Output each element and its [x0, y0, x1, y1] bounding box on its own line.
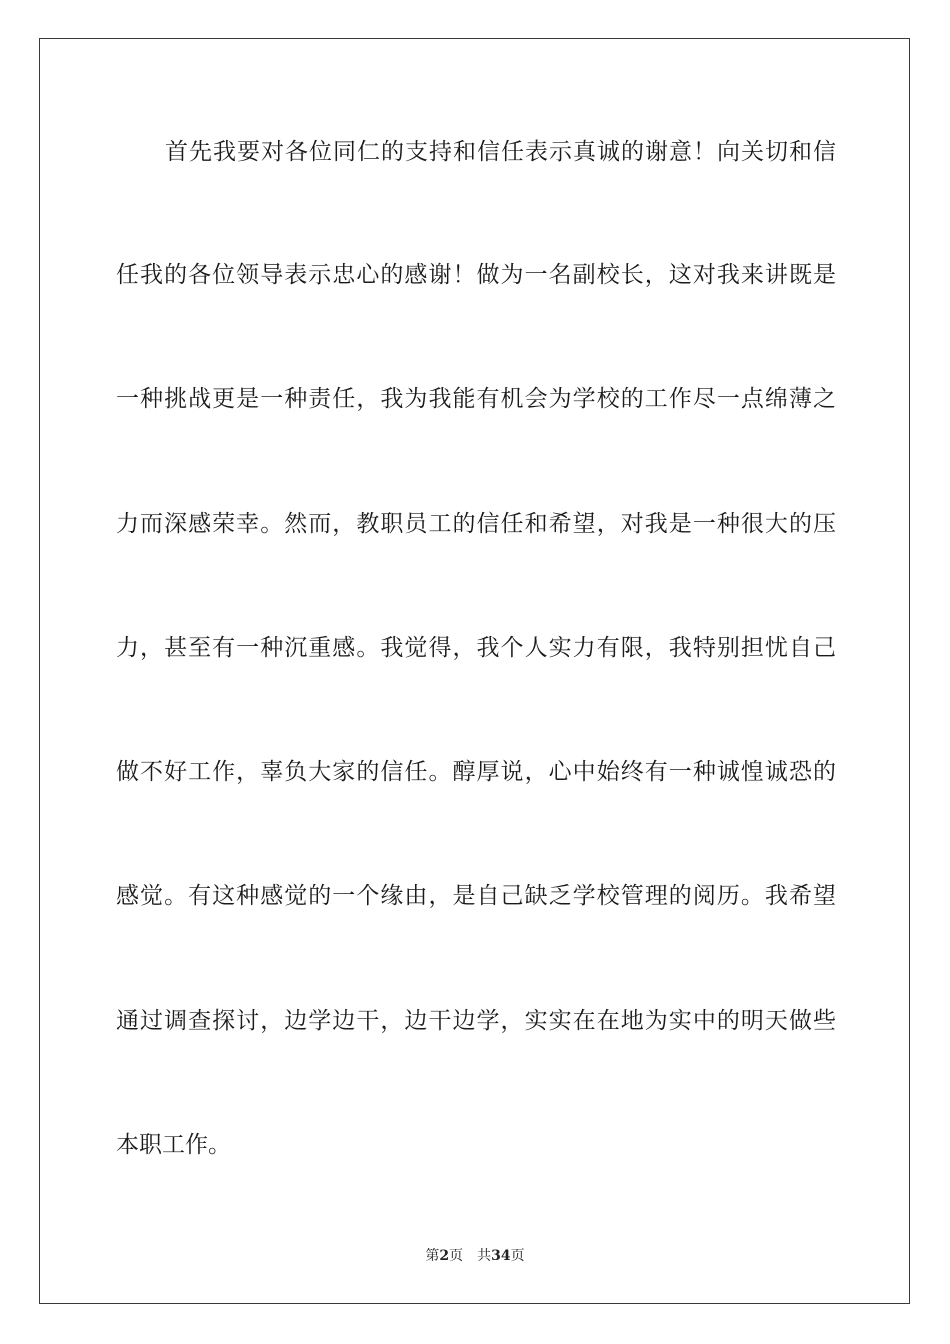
paragraph-line: 一种挑战更是一种责任，我为我能有机会为学校的工作尽一点绵薄之	[116, 386, 836, 412]
paragraph-line: 感觉。有这种感觉的一个缘由，是自己缺乏学校管理的阅历。我希望	[116, 883, 836, 909]
page-label-suffix: 页	[449, 1248, 464, 1264]
paragraph-line: 本职工作。	[116, 1132, 231, 1158]
paragraph-line: 首先我要对各位同仁的支持和信任表示真诚的谢意！向关切和信	[165, 139, 836, 165]
page-number: 2	[439, 1248, 450, 1264]
page-footer	[0, 1247, 950, 1265]
page-border	[39, 38, 910, 1304]
total-label-suffix: 页	[510, 1248, 525, 1264]
total-label-prefix: 共	[477, 1248, 492, 1264]
paragraph-line: 力而深感荣幸。然而，教职员工的信任和希望，对我是一种很大的压	[116, 511, 836, 537]
total-pages: 34	[491, 1248, 511, 1264]
page-label-prefix: 第	[425, 1248, 440, 1264]
paragraph-line: 力，甚至有一种沉重感。我觉得，我个人实力有限，我特别担忧自己	[116, 635, 836, 661]
paragraph-line: 通过调查探讨，边学边干，边干边学，实实在在地为实中的明天做些	[116, 1008, 836, 1034]
paragraph-line: 任我的各位领导表示忠心的感谢！做为一名副校长，这对我来讲既是	[116, 262, 836, 288]
paragraph-line: 做不好工作，辜负大家的信任。醇厚说，心中始终有一种诚惶诚恐的	[116, 759, 836, 785]
